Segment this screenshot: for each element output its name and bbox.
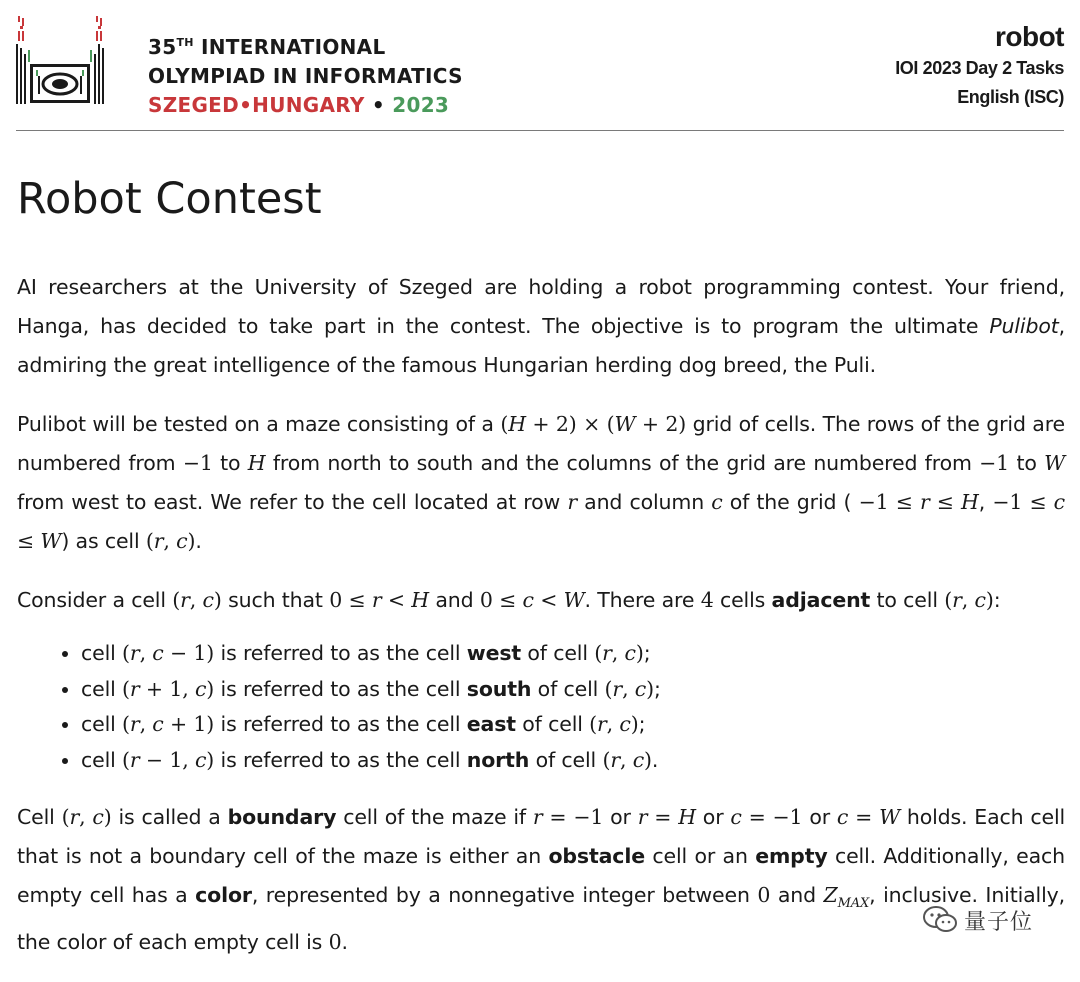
list-item: • cell (r, c − 1) is referred to as the cell west of cell (r, c); — [81, 636, 1065, 672]
grid-paragraph: Pulibot will be tested on a maze consisting of a (H + 2) × (W + 2) grid of cells. The rows of the grid are numbered from −1 to H from north to south and the columns of the grid are numbered from −1 to W from west to east. We refer to the cell located at row r and column c of the grid ( −1 ≤ r ≤ H, −1 ≤ c ≤ W) as cell (r, c). — [17, 412, 1066, 553]
list-item: • cell (r + 1, c) is referred to as the cell south of cell (r, c); — [81, 672, 1065, 708]
olympiad-year: 2023 — [392, 93, 450, 117]
olympiad-title: 35TH INTERNATIONAL OLYMPIAD IN INFORMATICS SZEGED•HUNGARY • 2023 — [148, 35, 463, 117]
wechat-icon — [922, 905, 958, 935]
list-item: • cell (r − 1, c) is referred to as the cell north of cell (r, c). — [81, 743, 1065, 779]
watermark — [922, 895, 1062, 945]
list-item: • cell (r, c + 1) is referred to as the cell east of cell (r, c); — [81, 707, 1065, 743]
task-info — [895, 20, 1064, 112]
intro-paragraph: AI researchers at the University of Szeged are holding a robot programming contest. Your friend, Hanga, has decided to take part in the contest. The objective is to program the ultimate Pulibot, admiring the great intelligence of the famous Hungarian herding dog breed, the Puli. — [17, 275, 1065, 377]
ioi-logo-icon — [14, 14, 110, 108]
task-day: IOI 2023 Day 2 Tasks — [895, 58, 1064, 78]
adjacent-paragraph: Consider a cell (r, c) such that 0 ≤ r < H and 0 ≤ c < W. There are 4 cells adjacent to cell (r, c): — [17, 588, 1001, 612]
watermark-text: 量子位 — [964, 909, 1034, 935]
olympiad-city: SZEGED — [148, 93, 240, 117]
page-title: Robot Contest — [17, 174, 322, 224]
adjacent-cells-list — [17, 636, 1065, 778]
problem-statement — [17, 168, 1065, 982]
boundary-paragraph: Cell (r, c) is called a boundary cell of the maze if r = −1 or r = H or c = −1 or c = W holds. Each cell that is not a boundary cell of the maze is either an obstacle cell or an empty cell. Additionally, each empty cell has a color, represented by a nonnegative integer between 0 and $Z_{MAX}$, inclusive. Initially, the color of each empty cell is 0. — [17, 805, 1066, 955]
page-header — [0, 0, 1080, 132]
task-language: English (ISC) — [957, 87, 1064, 107]
header-divider — [16, 130, 1064, 131]
task-name: robot — [994, 21, 1064, 52]
olympiad-country: HUNGARY — [252, 93, 365, 117]
